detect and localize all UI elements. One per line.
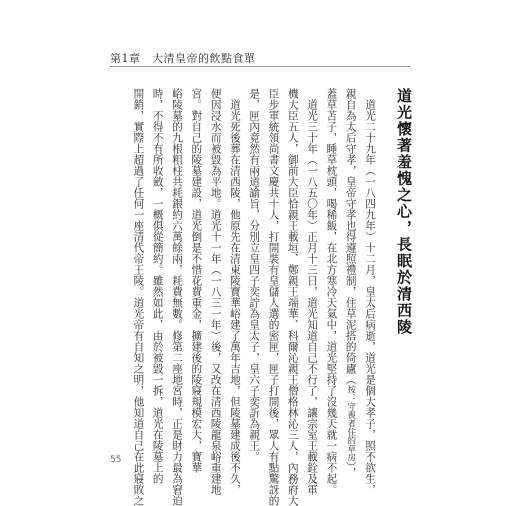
column-text: 時，不得不有所收斂，一概俱從簡約。雖然如此，由於被毀一拆，道光在陵墓上的 — [151, 88, 164, 484]
page-number: 55 — [110, 455, 122, 465]
column-text: 蓋草苫子，睡草枕頭，喝稀飯，在北方寒冷天氣中，道光堅持了沒幾天就一病不起。 — [325, 88, 338, 495]
column-text: 開銷，實際上超過了任何一座清代帝王陵。道光帝有自知之明，他知道自己在此寢敗之 — [132, 88, 145, 506]
text-column — [302, 88, 321, 495]
column-text: 臣步軍統領尚書文慶共十人，打開裝有皇儲人選的密匣，匣子打開後，眾人有點驚訝的 — [267, 88, 280, 506]
text-column — [263, 88, 282, 506]
text-column — [167, 88, 186, 506]
text-column — [244, 88, 263, 462]
column-text-after: ）， — [344, 461, 357, 479]
column-text: 峪陵墓的九根粗柱共耗銀約六萬餘兩，耗費無數。修第二座地宮時，正是財力最為窘迫 — [171, 88, 184, 506]
text-column — [186, 88, 205, 473]
column-text: 親自為太后守孝，皇帝守孝也得遵照禮制，住草泥搭的倚廬（ — [344, 88, 357, 385]
text-column — [360, 88, 379, 495]
column-text: 道光三十年（一八五〇年）正月十三日，道光知道自己不行了，讓宗室王載銓及軍 — [306, 88, 319, 495]
text-column — [340, 88, 359, 479]
text-column — [225, 88, 244, 495]
inline-annotation: 按：守喪者住的草房 — [345, 385, 356, 462]
running-header: 第1章 大清皇帝的飲點食單 — [110, 52, 256, 65]
text-column — [321, 88, 340, 495]
text-column — [205, 88, 224, 495]
header-divider — [110, 66, 410, 67]
text-column — [147, 88, 166, 484]
column-text: 便因浸水而被毀為平地。道光十一年（一八三一年）後，又改在清西陵龍泉峪重建地 — [209, 88, 222, 495]
column-text: 道光死後葬在清西陵，他原先在清東陵寶華峪建了萬年吉地，但陵墓建成後不久， — [228, 88, 241, 495]
text-column — [128, 88, 147, 506]
column-text: 是，匣內竟然有兩道諭旨，分別立皇四子奕詝為皇太子，皇六子奕訢為親王。 — [248, 88, 261, 462]
column-text: 宮。對自己的陵墓建設，道光倒是不惜花費重金，擴建後的陵寢規模宏大，寶華 — [190, 88, 203, 473]
column-text: 機大臣五人，御前大臣恰親王載垣、鄭親王端華、科爾沁親王僧格林沁三人，內務府大 — [286, 88, 299, 506]
section-title: 道光懷著羞愧之心，長眠於清西陵 — [395, 88, 413, 336]
column-text: 道光二十九年（一八四九年）十二月，皇太后病逝，道光是個大孝子，照不欲生， — [364, 88, 376, 495]
text-column — [283, 88, 302, 506]
